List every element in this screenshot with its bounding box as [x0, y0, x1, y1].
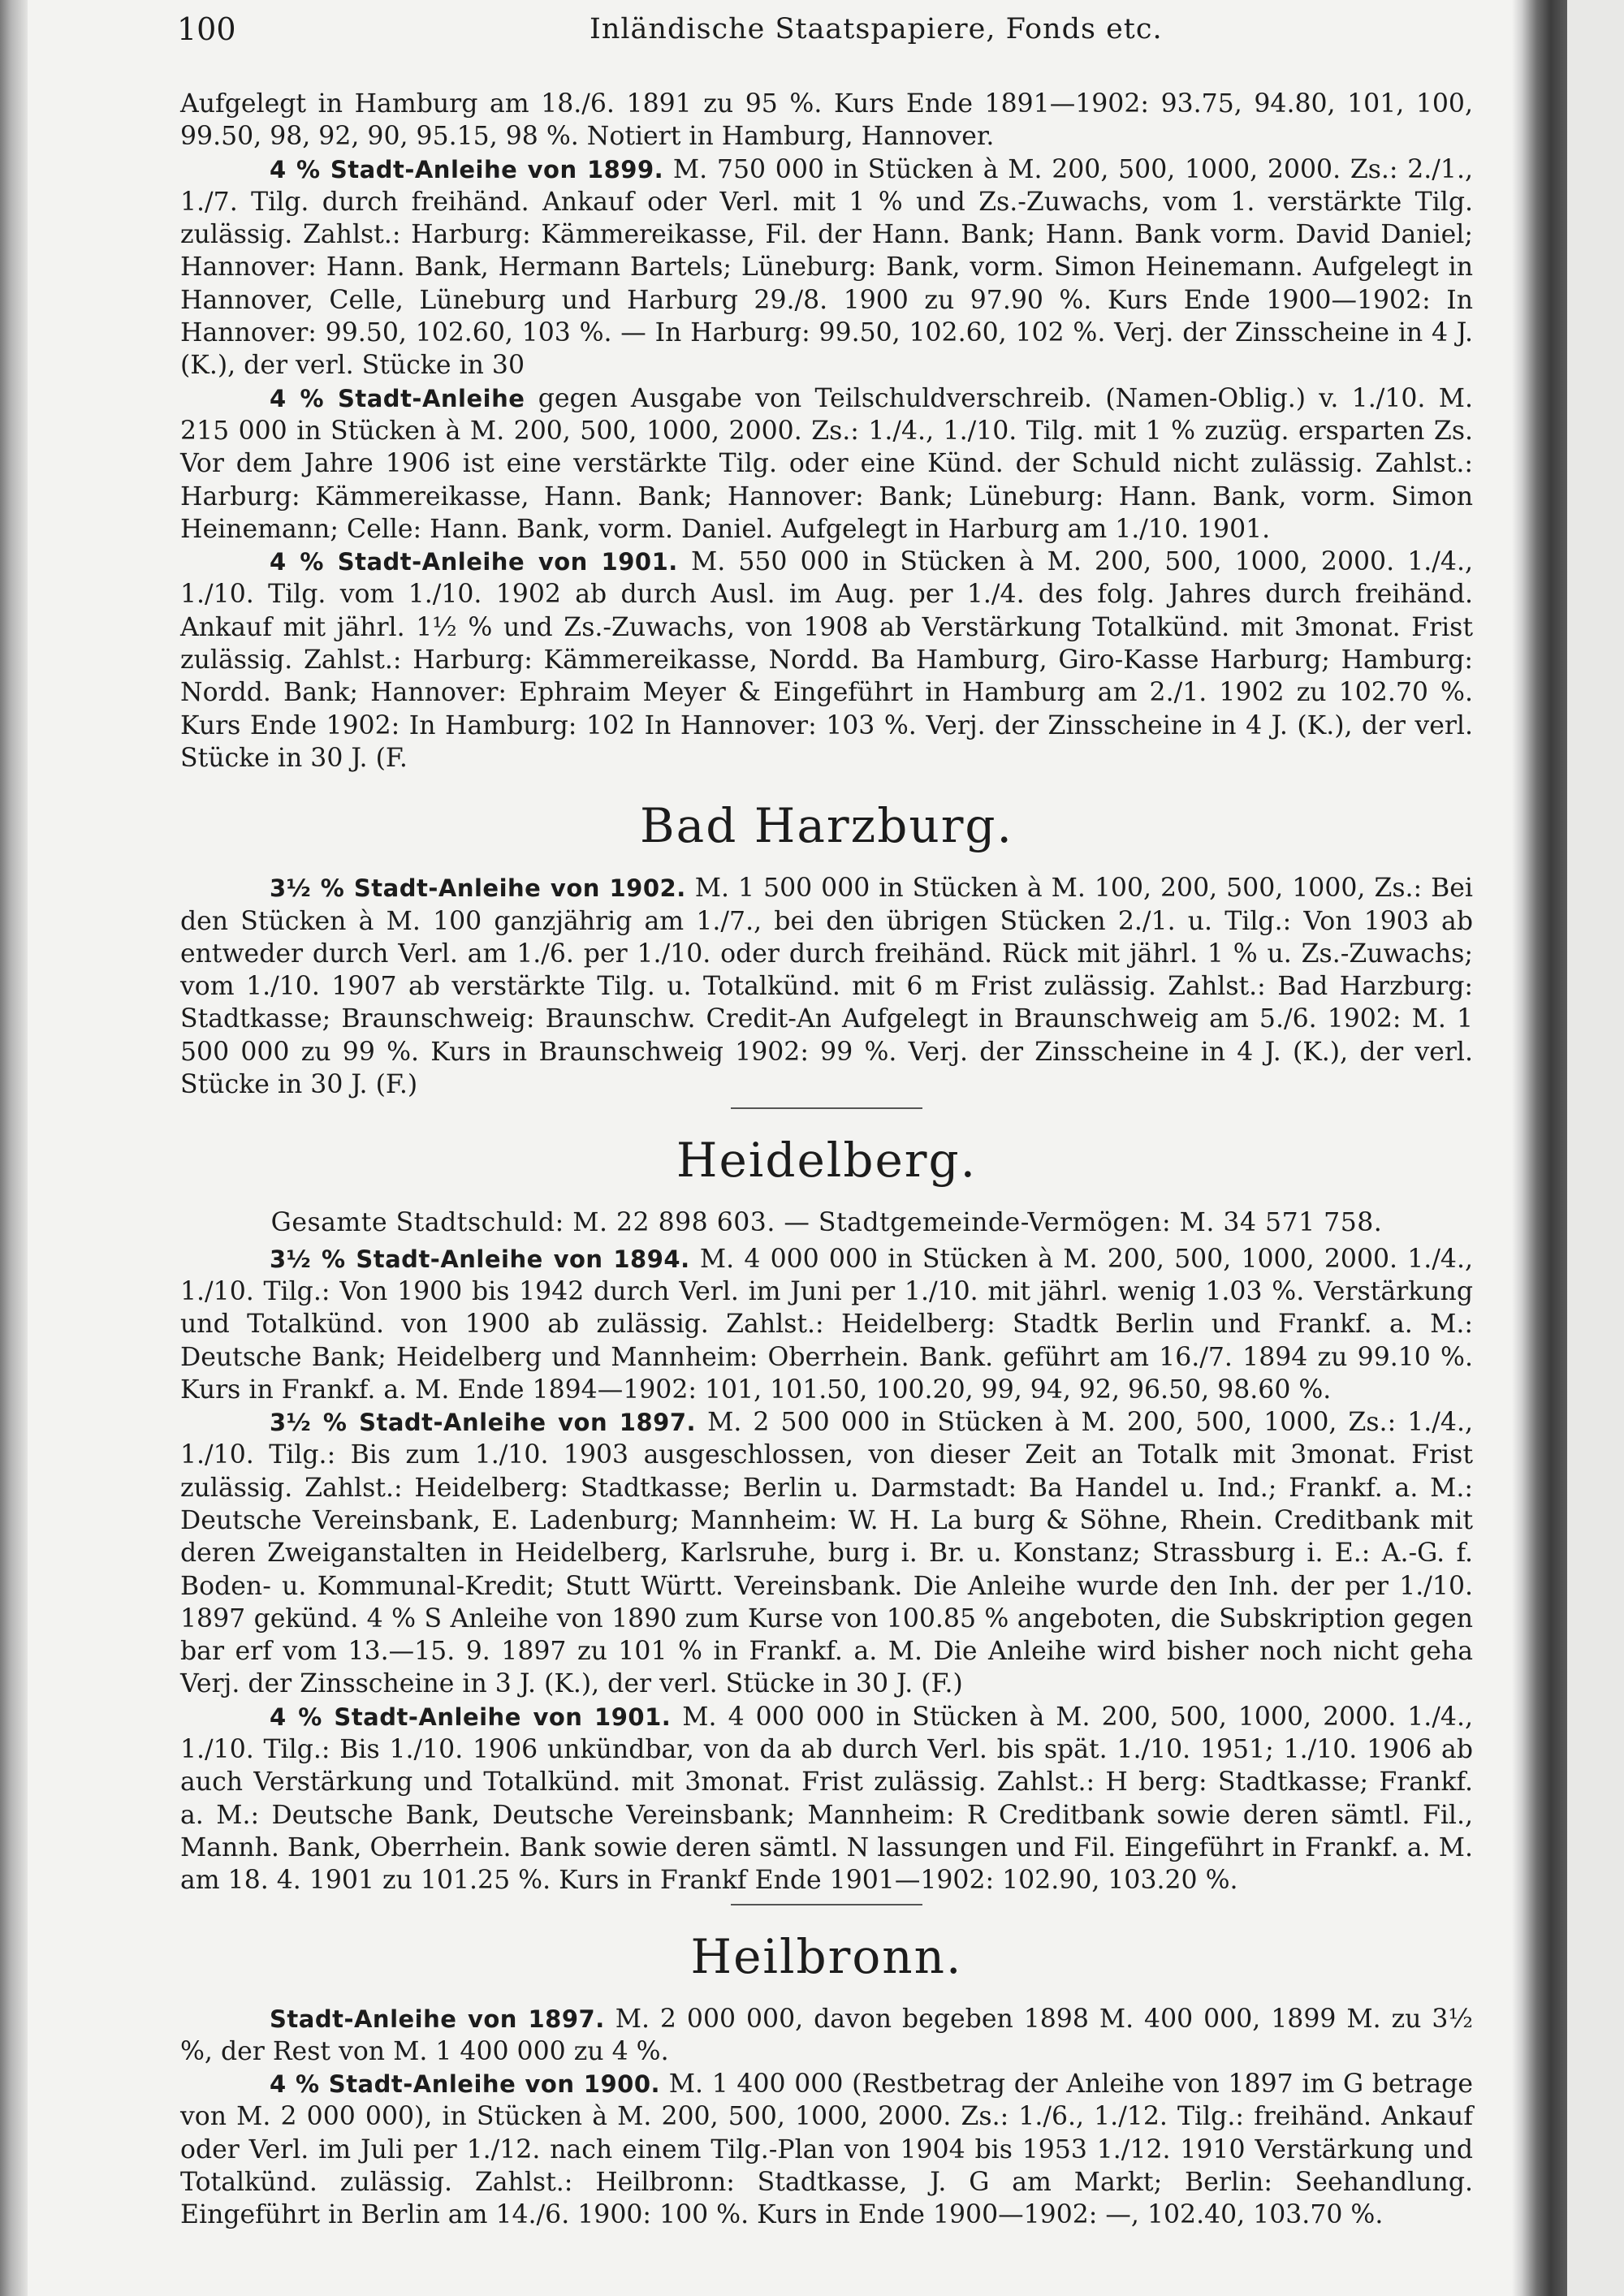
loan-text: M. 4 000 000 in Stücken à M. 200, 500, 1000, 2000. 1./4., 1./10. Tilg.: Bis 1./10. 1906 unkündbar, von da ab durch Verl. bis spät. 1./10. 1951; 1./10. 1906 ab auch Verstärkung und Totalkünd. mit 3monat. Frist zulässig. Zahlst.: H berg: Stadtkasse; Frankf. a. M.: Deutsche Bank, Deutsche Vereinsbank; Mannheim: R Creditbank sowie deren sämtl. Fil., Mannh. Bank, Oberrhein. Bank sowie deren sämtl. N lassungen und Fil. Eingeführt in Frankf. a. M. am 18. 4. 1901 zu 101.25 %. Kurs in Frankf Ende 1901—1902: 102.90, 103.20 %. [180, 1702, 1473, 1896]
city-heading: Heilbronn. [690, 1928, 963, 1984]
section-continuation [180, 88, 1473, 775]
loan-entry [180, 2003, 1473, 2069]
page-number: 100 [177, 11, 236, 47]
loan-title: 4 % Stadt-Anleihe von 1899. [270, 155, 664, 183]
loan-entry [180, 1243, 1473, 1406]
loan-entry [180, 1701, 1473, 1897]
adjacent-page-strip [1567, 0, 1624, 2296]
loan-text: M. 2 500 000 in Stücken à M. 200, 500, 1000, Zs.: 1./4., 1./10. Tilg.: Bis zum 1./10. 1903 ausgeschlossen, von dieser Zeit an Totalk mit 3monat. Frist zulässig. Zahlst.: Heidelberg: Stadtkasse; Berlin u. Darmstadt: Ba Handel u. Ind.; Frankf. a. M.: Deutsche Vereinsbank, E. Ladenburg; Mannheim: W. H. La burg & Söhne, Rhein. Creditbank mit deren Zweiganstalten in Heidelberg, Karlsruhe, burg i. Br. u. Konstanz; Strassburg i. E.: A.-G. f. Boden- u. Kommunal-Kredit; Stutt Württ. Vereinsbank. Die Anleihe wurde den Inh. der per 1./10. 1897 gekünd. 4 % S Anleihe von 1890 zum Kurse von 100.85 % angeboten, die Subskription gegen bar erf vom 13.—15. 9. 1897 zu 101 % in Frankf. a. M. Die Anleihe wird bisher noch nicht geha Verj. der Zinsscheine in 3 J. (K.), der verl. Stücke in 30 J. (F.) [180, 1408, 1473, 1699]
loan-title: 4 % Stadt-Anleihe von 1901. [270, 1703, 672, 1731]
loan-title: 3½ % Stadt-Anleihe von 1902. [270, 874, 686, 903]
loan-entry [180, 2068, 1473, 2231]
page-title: Inländische Staatspapiere, Fonds etc. [590, 13, 1163, 45]
loan-title: 4 % Stadt-Anleihe von 1900. [270, 2070, 661, 2099]
loan-title: 4 % Stadt-Anleihe von 1901. [270, 548, 678, 576]
scan-right-gutter [1512, 0, 1567, 2296]
section-divider [731, 1107, 922, 1109]
scan-left-edge [0, 0, 28, 2296]
page-body [180, 88, 1473, 2232]
loan-text: M. 4 000 000 in Stücken à M. 200, 500, 1000, 2000. 1./4., 1./10. Tilg.: Von 1900 bis 1942 durch Verl. im Juni per 1./10. mit jährl. wenig 1.03 %. Verstärkung und Totalkünd. von 1900 ab zulässig. Zahlst.: Heidelberg: Stadtk Berlin und Frankf. a. M.: Deutsche Bank; Heidelberg und Mannheim: Oberrhein. Bank. geführt am 16./7. 1894 zu 99.10 %. Kurs in Frankf. a. M. Ende 1894—1902: 101, 101.50, 100.20, 99, 94, 92, 96.50, 98.60 %. [180, 1244, 1474, 1405]
section-heidelberg [180, 1132, 1473, 1905]
section-divider [731, 1904, 922, 1905]
loan-text: M. 1 500 000 in Stücken à M. 100, 200, 500, 1000, Zs.: Bei den Stücken à M. 100 ganzjährig am 1./7., bei den übrigen Stücken 2./1. u. Tilg.: Von 1903 ab entweder durch Verl. am 1./6. per 1./10. oder durch freihänd. Rück mit jährl. 1 % u. Zs.-Zuwachs; vom 1./10. 1907 ab verstärkte Tilg. u. Totalkünd. mit 6 m Frist zulässig. Zahlst.: Bad Harzburg: Stadtkasse; Braunschweig: Braunschw. Credit-An Aufgelegt in Braunschweig am 5./6. 1902: M. 1 500 000 zu 99 %. Kurs in Braunschweig 1902: 99 %. Verj. der Zinsscheine in 4 J. (K.), der verl. Stücke in 30 J. (F.) [180, 874, 1473, 1100]
paragraph [180, 88, 1473, 153]
loan-entry [180, 546, 1473, 775]
section-bad-harzburg [180, 797, 1473, 1109]
loan-title: 4 % Stadt-Anleihe [270, 384, 525, 412]
city-heading: Heidelberg. [676, 1133, 978, 1189]
paragraph-text: Aufgelegt in Hamburg am 18./6. 1891 zu 95 %. Kurs Ende 1891—1902: 93.75, 94.80, 101, 100, 99.50, 98, 92, 90, 95.15, 98 %. Notiert in Hamburg, Hannover. [180, 89, 1473, 152]
loan-entry [180, 1406, 1473, 1701]
loan-title: Stadt-Anleihe von 1897. [270, 2005, 605, 2033]
city-debt-summary: Gesamte Stadtschuld: M. 22 898 603. — Stadtgemeinde-Vermögen: M. 34 571 758. [270, 1208, 1383, 1238]
loan-text: gegen Ausgabe von Teilschuldverschreib. (Namen-Oblig.) v. 1./10. M. 215 000 in Stücken à M. 200, 500, 1000, 2000. Zs.: 1./4., 1./10. Tilg. mit 1 % zuzüg. ersparten Zs. Vor dem Jahre 1906 ist eine verstärkte Tilg. oder eine Künd. der Schuld nicht zulässig. Zahlst.: Harburg: Kämmereikasse, Hann. Bank; Hannover: Bank; Lüneburg: Hann. Bank, vorm. Simon Heinemann; Celle: Hann. Bank, vorm. Daniel. Aufgelegt in Harburg am 1./10. 1901. [180, 383, 1473, 544]
loan-entry [180, 153, 1473, 382]
city-heading: Bad Harzburg. [640, 798, 1013, 854]
running-head [177, 11, 1476, 52]
section-heilbronn [180, 1928, 1473, 2232]
loan-title: 3½ % Stadt-Anleihe von 1897. [270, 1409, 697, 1437]
loan-entry [180, 382, 1473, 546]
loan-text: M. 2 000 000, davon begeben 1898 M. 400 000, 1899 M. zu 3½ %, der Rest von M. 1 400 000 zu 4 %. [180, 2004, 1474, 2066]
loan-title: 3½ % Stadt-Anleihe von 1894. [270, 1245, 690, 1273]
loan-text: M. 550 000 in Stücken à M. 200, 500, 1000, 2000. 1./4., 1./10. Tilg. vom 1./10. 1902 ab durch Ausl. im Aug. per 1./4. des folg. Jahres durch freihänd. Ankauf mit jährl. 1½ % und Zs.-Zuwachs, von 1908 ab Verstärkung Totalkünd. mit 3monat. Frist zulässig. Zahlst.: Harburg: Kämmereikasse, Nordd. Ba Hamburg, Giro-Kasse Harburg; Hamburg: Nordd. Bank; Hannover: Ephraim Meyer & Eingeführt in Hamburg am 2./1. 1902 zu 102.70 %. Kurs Ende 1902: In Hamburg: 102 In Hannover: 103 %. Verj. der Zinsscheine in 4 J. (K.), der verl. Stücke in 30 J. (F. [180, 547, 1473, 773]
loan-text: M. 750 000 in Stücken à M. 200, 500, 1000, 2000. Zs.: 2./1., 1./7. Tilg. durch freihänd. Ankauf oder Verl. mit 1 % und Zs.-Zuwachs, vom 1. verstärkte Tilg. zulässig. Zahlst.: Harburg: Kämmereikasse, Fil. der Hann. Bank; Hann. Bank vorm. David Daniel; Hannover: Hann. Bank, Hermann Bartels; Lüneburg: Bank, vorm. Simon Heinemann. Aufgelegt in Hannover, Celle, Lüneburg und Harburg 29./8. 1900 zu 97.90 %. Kurs Ende 1900—1902: In Hannover: 99.50, 102.60, 103 %. — In Harburg: 99.50, 102.60, 102 %. Verj. der Zinsscheine in 4 J. (K.), der verl. Stücke in 30 [180, 154, 1473, 381]
loan-entry [180, 872, 1473, 1101]
loan-text: M. 1 400 000 (Restbetrag der Anleihe von 1897 im G betrage von M. 2 000 000), in Stücken à M. 200, 500, 1000, 2000. Zs.: 1./6., 1./12. Tilg.: freihänd. Ankauf oder Verl. im Juli per 1./12. nach einem Tilg.-Plan von 1904 bis 1953 1./12. 1910 Verstärkung und Totalkünd. zulässig. Zahlst.: Heilbronn: Stadtkasse, J. G am Markt; Berlin: Seehandlung. Eingeführt in Berlin am 14./6. 1900: 100 %. Kurs in Ende 1900—1902: —, 102.40, 103.70 %. [180, 2069, 1473, 2230]
